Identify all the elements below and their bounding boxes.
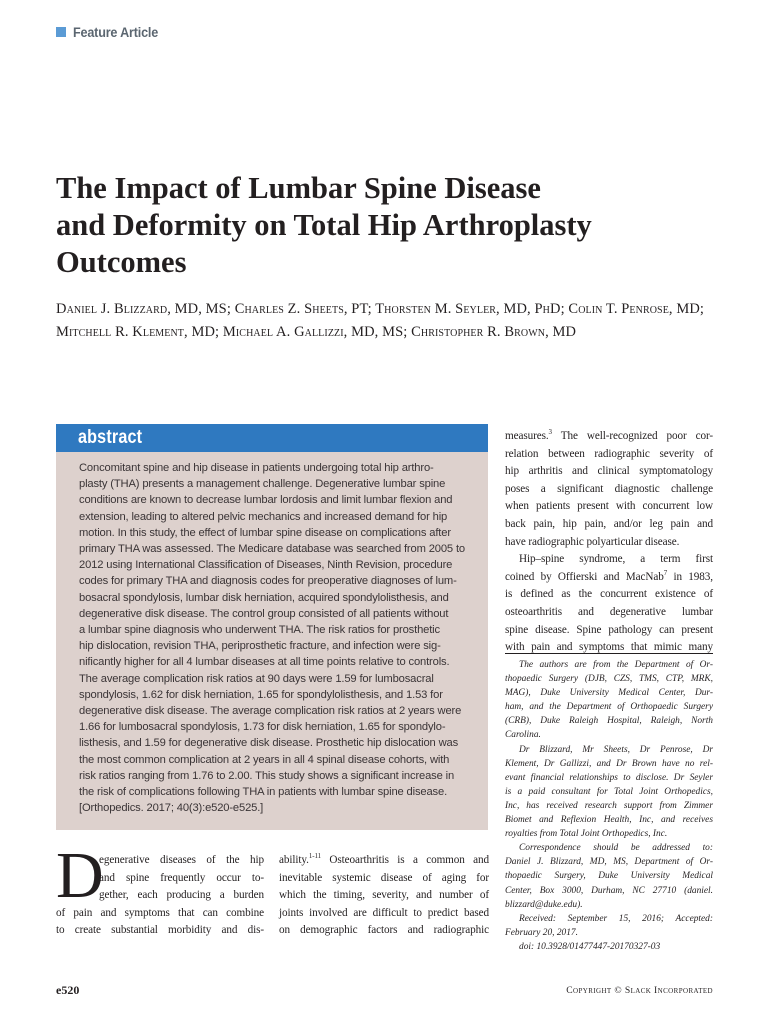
abstract-line: bosacral spondylosis, lumbar disk herniation, acquired spondylolisthesis, and	[79, 591, 449, 604]
body-line: and spine frequently occur to-	[99, 871, 264, 884]
author-line: Mitchell R. Klement, MD; Michael A. Gallizzi, MD, MS; Christopher R. Brown, MD	[56, 324, 577, 340]
body-line: when patients present with concurrent low	[505, 500, 713, 513]
abstract-text	[79, 460, 473, 816]
footnote-line: Received: September 15, 2016; Accepted:	[519, 913, 713, 924]
body-line: osteoarthritis and degenerative lumbar	[505, 605, 713, 618]
footnote-line: royalties from Total Joint Orthopedics, Inc.	[505, 829, 668, 840]
section-square-icon	[56, 27, 66, 37]
abstract-line: risk ratios ranging from 1.76 to 2.00. This study shows a significant increase in	[79, 769, 455, 782]
body-line: to create substantial morbidity and dis-	[56, 924, 264, 937]
abstract-line: the risk of complications following THA in patients with lumbar spine disease.	[79, 786, 448, 799]
footnote-line: Daniel J. Blizzard, MD, MS, Department of Or-	[505, 857, 713, 868]
footnote-line: February 20, 2017.	[505, 927, 578, 938]
footnote-line: Correspondence should be addressed to:	[519, 843, 713, 854]
drop-cap: D	[56, 839, 104, 912]
abstract-line: The average complication risk ratios at 90 days were 1.59 for lumbosacral	[79, 672, 434, 685]
title-line: Outcomes	[56, 245, 187, 279]
body-column-left	[56, 852, 264, 940]
citation-superscript: 1-11	[308, 852, 322, 860]
abstract-line: conditions are known to decrease lumbar lordosis and limit lumbar flexion and	[79, 494, 453, 507]
body-column-middle	[279, 852, 489, 940]
footnote-line: Klement, Dr Gallizzi, and Dr Brown have no rel-	[505, 758, 713, 769]
footnote-line: Dr Blizzard, Mr Sheets, Dr Penrose, Dr	[519, 744, 713, 755]
body-line: is defined as the concurrent existence of	[505, 588, 713, 601]
footnote-line: thopaedic Surgery (DJB, CZS, TMS, CTP, MRK,	[505, 674, 713, 685]
section-label-text: Feature Article	[73, 24, 159, 40]
footnote-line: The authors are from the Department of Or-	[519, 660, 713, 670]
abstract-line: listhesis, and 1.59 for degenerative disk disease. Prosthetic hip dislocation was	[79, 737, 459, 750]
body-line: on demographic factors and radiographic	[279, 924, 489, 937]
abstract-line: Concomitant spine and hip disease in patients undergoing total hip arthro-	[79, 462, 434, 474]
footnote-line: Carolina.	[505, 730, 541, 741]
body-line: gether, each producing a burden	[99, 889, 264, 902]
abstract-line: nificantly higher for all 4 lumbar diseases at all time points relative to controls.	[79, 656, 450, 669]
abstract-line: degenerative disk disease. The average complication risk ratios at 2 years were	[79, 705, 462, 718]
body-line: hip arthritis and clinical symptomatology	[505, 465, 713, 478]
body-line: egenerative diseases of the hip	[99, 854, 264, 866]
author-list	[56, 298, 726, 344]
abstract-header	[56, 424, 488, 452]
body-line: have radiographic polyarticular disease.	[505, 535, 680, 548]
body-line: coined by Offierski and MacNab$^7$ in 1983,	[505, 568, 713, 583]
copyright-notice: Copyright © Slack Incorporated	[566, 985, 713, 996]
article-title	[56, 170, 716, 281]
footnote-line: (CRB), Duke Raleigh Hospital, Raleigh, North	[505, 716, 713, 727]
body-line: poses a significant diagnostic challenge	[505, 482, 713, 495]
abstract-citation: [Orthopedics. 2017; 40(3):e520-e525.]	[79, 802, 264, 815]
abstract-line: a lumbar spine diagnosis who underwent THA. The risk ratios for prosthetic	[79, 624, 440, 637]
body-line: inevitable systemic disease of aging for	[279, 871, 489, 884]
body-line: spine disease. Spine pathology can present	[505, 623, 713, 636]
body-line: which the timing, severity, and number of	[279, 889, 489, 902]
abstract-line: extension, leading to altered pelvic mechanics and increased demand for hip	[79, 510, 448, 523]
body-column-right	[505, 428, 713, 657]
body-line: with pain and symptoms that mimic many	[505, 641, 713, 654]
citation-superscript: 7	[663, 568, 668, 577]
abstract-line: plasty (THA) presents a management challenge. Degenerative lumbar spine	[79, 478, 446, 491]
body-line: back pain, hip pain, and/or leg pain and	[505, 517, 713, 530]
footnote-line: Biomet and Reflexion Health, Inc, and receives	[505, 815, 713, 826]
body-line: relation between radiographic severity of	[505, 447, 713, 460]
abstract-line: motion. In this study, the effect of lumbar spine disease on complications after	[79, 526, 451, 539]
footnote-line: thopaedic Surgery, Duke University Medical	[505, 871, 713, 882]
footnote-doi: doi: 10.3928/01477447-20170327-03	[519, 941, 661, 952]
abstract-line: spondylosis, 1.62 for disk herniation, 1.65 for spondylolisthesis, and 1.53 for	[79, 688, 443, 701]
title-line: The Impact of Lumbar Spine Disease	[56, 171, 541, 205]
citation-superscript: 3	[548, 428, 552, 436]
body-line: measures.$^3$ The well-recognized poor cor-	[505, 428, 713, 442]
abstract-heading: abstract	[78, 427, 143, 448]
abstract-line: hip dislocation, revision THA, periprosthetic fracture, and infection were sig-	[79, 640, 441, 653]
title-line: and Deformity on Total Hip Arthroplasty	[56, 208, 592, 242]
page-number: e520	[56, 983, 80, 997]
abstract-line: primary THA was assessed. The Medicare database was searched from 2005 to	[79, 543, 465, 556]
footnote-line: evant financial relationships to disclose. Dr Seyler	[505, 772, 713, 783]
footnote-line: MAG), Duke University Medical Center, Dur-	[505, 688, 713, 699]
author-footnotes	[505, 658, 713, 954]
footnote-divider	[505, 653, 713, 654]
footnote-line: blizzard@duke.edu).	[505, 899, 583, 910]
body-line: joints involved are difficult to predict based	[279, 906, 489, 919]
footnote-line: ham, and the Department of Orthopaedic Surgery	[505, 702, 713, 713]
abstract-box	[56, 424, 488, 830]
abstract-line: the most common complication at 2 years in all 4 spinal disease cohorts, with	[79, 753, 450, 766]
section-label	[56, 24, 168, 40]
body-line: ability.$^{1-11}$ Osteoarthritis is a common and	[279, 852, 489, 866]
author-line: Daniel J. Blizzard, MD, MS; Charles Z. Sheets, PT; Thorsten M. Seyler, MD, PhD; Colin T. Penrose, MD;	[56, 301, 705, 317]
footnote-line: Inc, has received research support from Zimmer	[505, 800, 713, 811]
body-line: of pain and symptoms that can combine	[56, 906, 264, 919]
footnote-line: is a paid consultant for Total Joint Orthopedics,	[505, 786, 713, 797]
abstract-line: degenerative disk disease. The control group consisted of all patients without	[79, 607, 449, 620]
footnote-line: Center, Box 3000, Durham, NC 27710 (daniel.	[505, 885, 713, 896]
abstract-line: 1.66 for lumbosacral spondylosis, 1.73 for disk herniation, 1.65 for spondylo-	[79, 721, 446, 734]
body-line: Hip–spine syndrome, a term first	[519, 553, 713, 566]
abstract-line: codes for primary THA and diagnosis codes for preoperative diagnoses of lum-	[79, 575, 457, 588]
abstract-line: 2012 using International Classification of Diseases, Ninth Revision, procedure	[79, 559, 453, 572]
